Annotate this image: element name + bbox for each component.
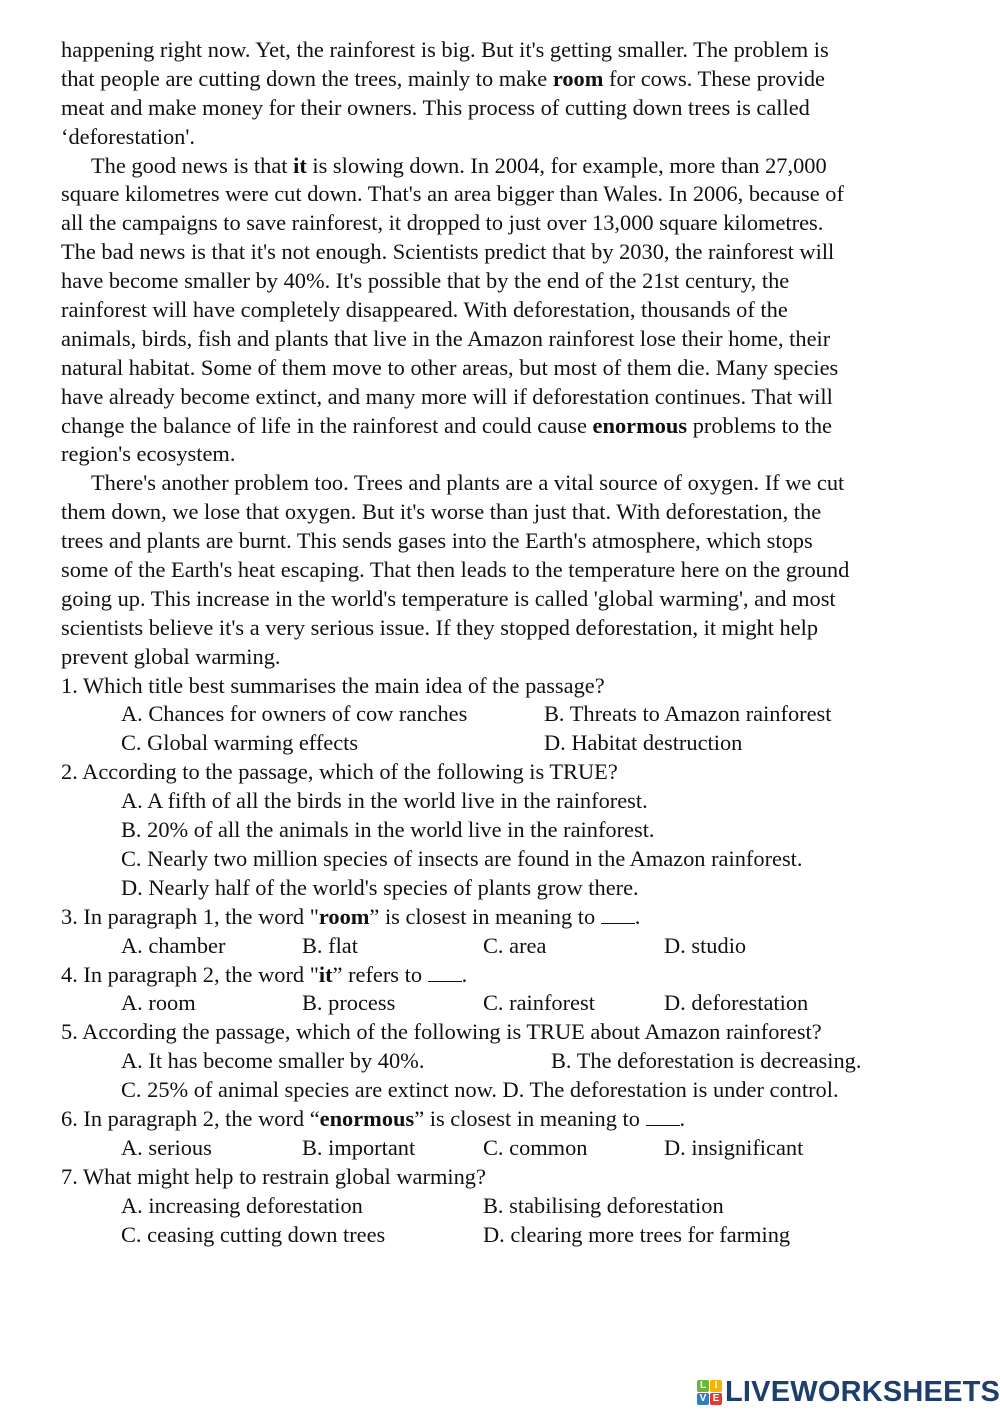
question-5 [61, 1018, 961, 1105]
option-d[interactable]: D. Nearly half of the world's species of plants grow there. [121, 874, 639, 900]
option-b[interactable]: B. stabilising deforestation [483, 1192, 724, 1218]
options-row [61, 1134, 961, 1163]
options-row [61, 1076, 961, 1105]
options-row [61, 989, 961, 1018]
liveworksheets-logo[interactable] [697, 1377, 1000, 1407]
question-text: 3. In paragraph 1, the word "room” is closest in meaning to . [61, 903, 641, 929]
question-text: 6. In paragraph 2, the word “enormous” is closest in meaning to . [61, 1105, 686, 1131]
option-d[interactable]: D. Habitat destruction [544, 730, 743, 756]
option-a[interactable]: A. serious [121, 1134, 212, 1160]
question-text: 2. According to the passage, which of the following is TRUE? [61, 759, 618, 785]
option-d[interactable]: D. insignificant [664, 1134, 804, 1160]
passage-line: going up. This increase in the world's temperature is called 'global warming', and most [61, 585, 836, 611]
option-b[interactable]: B. flat [302, 932, 358, 958]
passage-line: prevent global warming. [61, 643, 281, 669]
highlight-word-room: room [552, 65, 604, 91]
options-row [61, 1192, 961, 1221]
worksheet-page [61, 36, 961, 1249]
options-row [61, 932, 961, 961]
question-text: 5. According the passage, which of the following is TRUE about Amazon rainforest? [61, 1019, 822, 1045]
logo-text: LIVEWORKSHEETS [725, 1376, 1000, 1408]
options-row [61, 729, 961, 758]
passage-line: have become smaller by 40%. It's possible that by the end of the 21st century, the [61, 268, 790, 294]
options-row [61, 700, 961, 729]
passage-line: There's another problem too. Trees and plants are a vital source of oxygen. If we cut [91, 470, 845, 496]
highlight-word-enormous: enormous [592, 412, 688, 438]
question-2 [61, 758, 961, 902]
highlight-word-it: it [293, 152, 307, 178]
passage-line: The good news is that it is slowing down. In 2004, for example, more than 27,000 [91, 152, 827, 178]
option-a[interactable]: A. chamber [121, 932, 226, 958]
passage-line: trees and plants are burnt. This sends gases into the Earth's atmosphere, which stops [61, 528, 813, 554]
option-b[interactable]: B. process [302, 990, 396, 1016]
option-c[interactable]: C. ceasing cutting down trees [121, 1221, 386, 1247]
option-c[interactable]: C. common [483, 1134, 588, 1160]
option-a[interactable]: A. Chances for owners of cow ranches [121, 701, 468, 727]
passage-line: animals, birds, fish and plants that live in the Amazon rainforest lose their home, their [61, 325, 831, 351]
option-a[interactable]: A. room [121, 990, 196, 1016]
question-4 [61, 961, 961, 1019]
option-c-d[interactable]: C. 25% of animal species are extinct now. D. The deforestation is under control. [121, 1077, 839, 1103]
options-row [61, 874, 961, 903]
option-a[interactable]: A. increasing deforestation [121, 1192, 363, 1218]
question-text: 7. What might help to restrain global warming? [61, 1163, 486, 1189]
passage-line: all the campaigns to save rainforest, it dropped to just over 13,000 square kilometres. [61, 210, 824, 236]
option-c[interactable]: C. Global warming effects [121, 730, 359, 756]
question-text: 4. In paragraph 2, the word "it” refers to . [61, 961, 468, 987]
option-d[interactable]: D. studio [664, 932, 747, 958]
passage-paragraph-2 [61, 152, 961, 470]
passage-line: have already become extinct, and many more will if deforestation continues. That will [61, 383, 833, 409]
passage-line: scientists believe it's a very serious issue. If they stopped deforestation, it might help [61, 614, 819, 640]
logo-tile-v: V [697, 1393, 709, 1405]
option-d[interactable]: D. clearing more trees for farming [483, 1221, 791, 1247]
passage-line: natural habitat. Some of them move to other areas, but most of them die. Many species [61, 354, 839, 380]
passage-line: that people are cutting down the trees, mainly to make room for cows. These provide [61, 65, 825, 91]
option-a[interactable]: A. A fifth of all the birds in the world live in the rainforest. [121, 788, 648, 814]
passage-line: happening right now. Yet, the rainforest is big. But it's getting smaller. The problem is [61, 37, 829, 62]
passage-line: rainforest will have completely disappeared. With deforestation, thousands of the [61, 297, 788, 323]
options-row [61, 787, 961, 816]
passage-line: region's ecosystem. [61, 441, 236, 467]
logo-tile-l: L [697, 1380, 709, 1392]
question-text: 1. Which title best summarises the main idea of the passage? [61, 672, 605, 698]
question-6 [61, 1105, 961, 1163]
passage-line: them down, we lose that oxygen. But it's worse than just that. With deforestation, the [61, 499, 822, 525]
option-b[interactable]: B. The deforestation is decreasing. [551, 1048, 862, 1074]
passage-line: meat and make money for their owners. This process of cutting down trees is called [61, 94, 810, 120]
option-b[interactable]: B. Threats to Amazon rainforest [544, 701, 832, 727]
passage-line: ‘deforestation'. [61, 123, 195, 149]
option-c[interactable]: C. rainforest [483, 990, 595, 1016]
option-c[interactable]: C. area [483, 932, 547, 958]
passage-line: change the balance of life in the rainforest and could cause enormous problems to the [61, 412, 832, 438]
options-row [61, 1221, 961, 1250]
question-7 [61, 1163, 961, 1250]
logo-tile-e: E [710, 1393, 722, 1405]
passage-paragraph-1 [61, 36, 961, 152]
passage-line: square kilometres were cut down. That's an area bigger than Wales. In 2006, because of [61, 181, 844, 207]
option-c[interactable]: C. Nearly two million species of insects are found in the Amazon rainforest. [121, 845, 803, 871]
passage-paragraph-3 [61, 469, 961, 671]
option-b[interactable]: B. important [302, 1134, 416, 1160]
answer-blank [601, 905, 635, 924]
passage-line: The bad news is that it's not enough. Scientists predict that by 2030, the rainforest will [61, 239, 835, 265]
options-row [61, 816, 961, 845]
logo-icon [697, 1380, 722, 1405]
option-d[interactable]: D. deforestation [664, 990, 809, 1016]
answer-blank [428, 963, 462, 982]
options-row [61, 1047, 961, 1076]
options-row [61, 845, 961, 874]
option-a[interactable]: A. It has become smaller by 40%. [121, 1048, 425, 1074]
passage-line: some of the Earth's heat escaping. That then leads to the temperature here on the ground [61, 557, 850, 583]
logo-tile-i: I [710, 1380, 722, 1392]
option-b[interactable]: B. 20% of all the animals in the world live in the rainforest. [121, 817, 655, 843]
question-1 [61, 672, 961, 759]
answer-blank [646, 1107, 680, 1126]
question-3 [61, 903, 961, 961]
